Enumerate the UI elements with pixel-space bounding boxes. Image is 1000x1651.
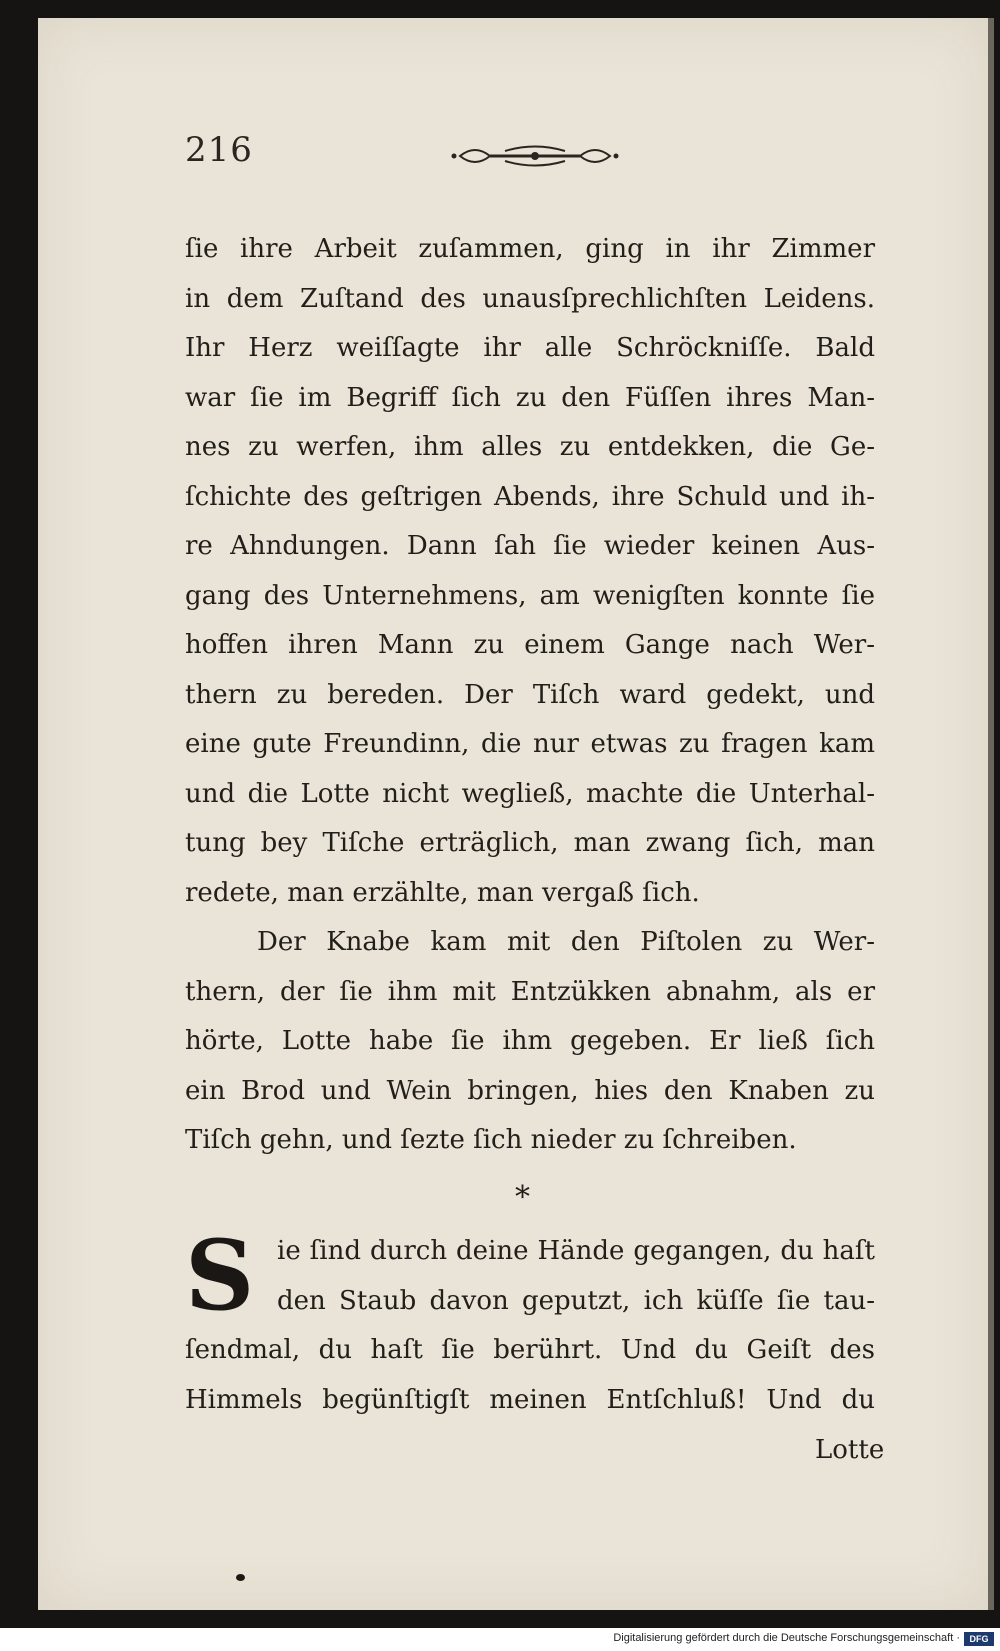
text-line: Der Knabe kam mit den Piſtolen zu Wer-	[257, 927, 875, 957]
text-line: ie ſind durch deine Hände gegangen, du haſt	[277, 1236, 875, 1266]
dfg-logo: DFG	[964, 1632, 994, 1646]
page-number: 216	[185, 130, 253, 170]
text-line: den Staub davon geputzt, ich küſſe ſie tau-	[277, 1285, 875, 1316]
text-line: Tiſch gehn, und ſezte ſich nieder zu ſchreiben.	[185, 1125, 797, 1155]
text-line: ſendmal, du haſt ſie berührt. Und du Geiſt des	[185, 1335, 875, 1365]
page-header	[185, 130, 885, 190]
text-line: eine gute Freundinn, die nur etwas zu fragen kam	[185, 729, 875, 759]
text-line: war ſie im Begriff ſich zu den Füſſen ihres Man-	[185, 382, 875, 413]
drop-cap: S	[185, 1219, 255, 1332]
text-line: in dem Zuſtand des unausſprechlichſten Leidens.	[185, 283, 875, 314]
text-line: ein Brod und Wein bringen, hies den Knaben zu	[185, 1075, 875, 1106]
text-line: thern, der ſie ihm mit Entzükken abnahm, als er	[185, 976, 875, 1007]
paragraph-continued	[185, 225, 875, 1166]
page-edge	[988, 18, 994, 1610]
text-line: ſie ihre Arbeit zuſammen, ging in ihr Zimmer	[185, 234, 875, 264]
text-line: thern zu bereden. Der Tiſch ward gedekt, und	[185, 679, 875, 710]
footer-credit: Digitalisierung gefördert durch die Deutsche Forschungsgemeinschaft ·	[613, 1632, 960, 1644]
catchword: Lotte	[815, 1435, 885, 1465]
text-line: re Ahndungen. Dann ſah ſie wieder keinen Aus-	[185, 531, 875, 561]
digitization-footer	[0, 1628, 1000, 1651]
text-line: ſchichte des geſtrigen Abends, ihre Schuld und ih-	[185, 481, 875, 512]
text-line: und die Lotte nicht wegließ, machte die Unterhal-	[185, 778, 875, 809]
text-line: nes zu werfen, ihm alles zu entdekken, die Ge-	[185, 432, 875, 462]
text-line: Himmels begünſtigſt meinen Entſchluß! Und du	[185, 1384, 875, 1415]
text-line: hoffen ihren Mann zu einem Gange nach Wer-	[185, 630, 875, 660]
ink-spot	[236, 1574, 245, 1581]
text-line: gang des Unternehmens, am wenigſten konnte ſie	[185, 580, 875, 611]
section-separator: *	[515, 1180, 530, 1215]
text-line: Ihr Herz weiſſagte ihr alle Schröckniſſe. Bald	[185, 333, 875, 363]
header-ornament-icon	[450, 138, 620, 174]
text-line: redete, man erzählte, man vergaß ſich.	[185, 877, 700, 908]
letter-paragraph	[185, 1219, 875, 1425]
text-line: tung bey Tiſche erträglich, man zwang ſich, man	[185, 828, 875, 858]
text-line: hörte, Lotte habe ſie ihm gegeben. Er ließ ſich	[185, 1026, 875, 1056]
